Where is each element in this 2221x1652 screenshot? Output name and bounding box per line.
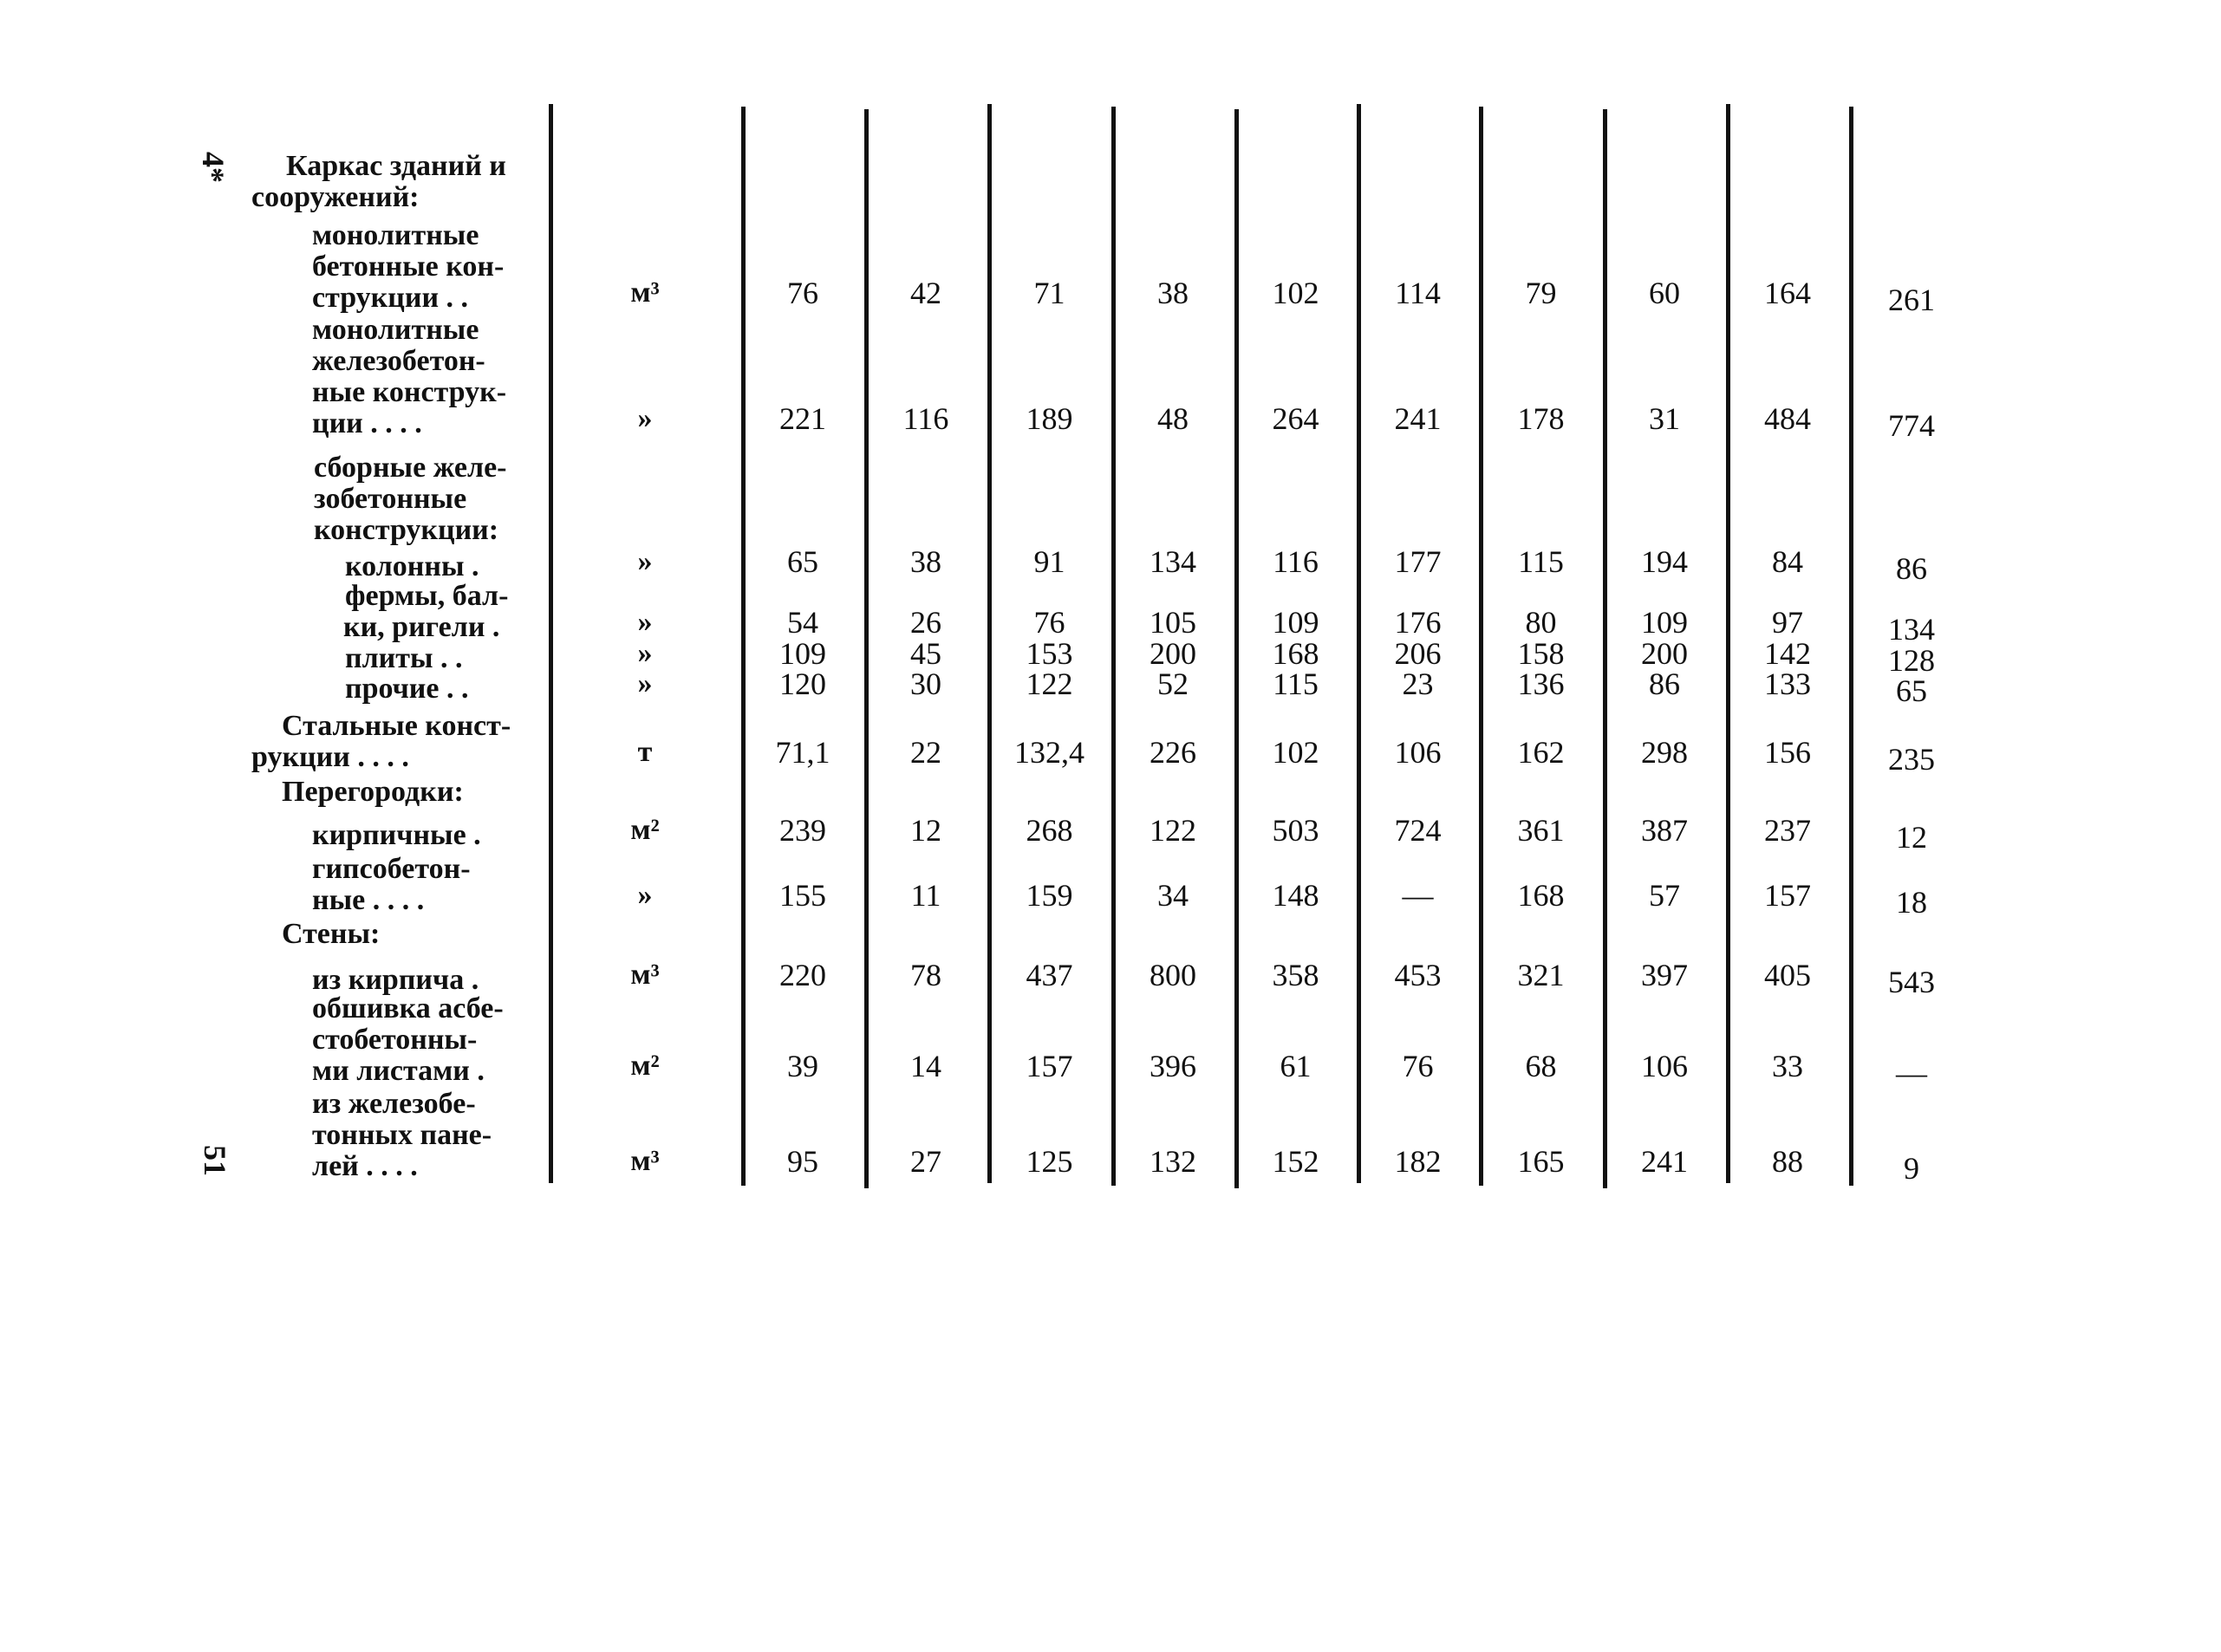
table-cell: 116 — [1273, 544, 1319, 579]
table-cell: 45 — [910, 636, 941, 671]
column-rule — [549, 104, 553, 1183]
row-label: Стены: — [282, 918, 381, 950]
row-unit: м³ — [630, 1145, 660, 1177]
row-label: монолитные — [312, 219, 479, 251]
table-cell: 120 — [779, 667, 826, 701]
table-cell: 261 — [1888, 283, 1935, 317]
table-cell: 26 — [910, 605, 941, 640]
row-unit: » — [637, 879, 653, 911]
column-rule — [1111, 107, 1116, 1186]
table-cell: 164 — [1764, 276, 1811, 310]
table-cell: 57 — [1649, 878, 1680, 913]
table-cell: 38 — [1157, 276, 1189, 310]
table-cell: 86 — [1896, 551, 1927, 586]
table-cell: 109 — [1272, 605, 1319, 640]
table-cell: 182 — [1394, 1144, 1442, 1179]
table-cell: 132,4 — [1014, 735, 1084, 770]
table-cell: 152 — [1272, 1144, 1319, 1179]
table-cell: 165 — [1517, 1144, 1565, 1179]
table-cell: 239 — [779, 813, 826, 848]
table-cell: 31 — [1649, 401, 1680, 436]
table-cell: 178 — [1517, 401, 1565, 436]
row-label: струкции . . — [312, 282, 469, 314]
table-cell: 54 — [787, 605, 818, 640]
table-cell: 91 — [1033, 544, 1065, 579]
table-cell: 397 — [1641, 958, 1688, 992]
table-cell: 78 — [910, 958, 941, 992]
table-cell: 9 — [1904, 1151, 1919, 1186]
column-rule — [864, 109, 869, 1188]
table-cell: 97 — [1772, 605, 1803, 640]
table-cell: 142 — [1764, 636, 1811, 671]
table-cell: 200 — [1641, 636, 1688, 671]
table-cell: 39 — [787, 1049, 818, 1083]
column-rule — [1726, 104, 1730, 1183]
row-label: из кирпича . — [312, 964, 479, 996]
table-cell: 168 — [1272, 636, 1319, 671]
row-label: бетонные кон- — [312, 250, 505, 283]
table-cell: 95 — [787, 1144, 818, 1179]
row-label: плиты . . — [345, 642, 463, 674]
row-label: сборные желе- — [314, 452, 507, 484]
table-cell: 23 — [1402, 667, 1434, 701]
table-cell: 724 — [1394, 813, 1442, 848]
column-rule — [1603, 109, 1607, 1188]
row-label: зобетонные — [314, 483, 467, 515]
row-label: лей . . . . — [312, 1150, 418, 1182]
column-rule — [1357, 104, 1361, 1183]
table-cell: 226 — [1150, 735, 1196, 770]
table-cell: 30 — [910, 667, 941, 701]
table-cell: 168 — [1517, 878, 1565, 913]
table-cell: 68 — [1525, 1049, 1557, 1083]
table-cell: 33 — [1772, 1049, 1803, 1083]
table-cell: 387 — [1641, 813, 1688, 848]
table-cell: 800 — [1150, 958, 1196, 992]
table-cell: 65 — [787, 544, 818, 579]
table-cell: 321 — [1517, 958, 1565, 992]
table-cell: 34 — [1157, 878, 1189, 913]
margin-note-top: 4* — [196, 152, 231, 183]
table-cell: 102 — [1272, 276, 1319, 310]
table-cell: 86 — [1649, 667, 1680, 701]
row-label: ные . . . . — [312, 884, 425, 916]
table-cell: 122 — [1026, 667, 1073, 701]
table-cell: 12 — [1896, 820, 1927, 855]
table-cell: 437 — [1026, 958, 1073, 992]
table-cell: 42 — [910, 276, 941, 310]
table-cell: 60 — [1649, 276, 1680, 310]
column-rule — [1849, 107, 1853, 1186]
row-label: фермы, бал- — [345, 580, 509, 612]
row-label: прочие . . — [345, 673, 469, 705]
table-cell: 109 — [1641, 605, 1688, 640]
table-cell: 298 — [1641, 735, 1688, 770]
table-cell: 189 — [1026, 401, 1073, 436]
table-cell: 268 — [1026, 813, 1073, 848]
table-cell: 132 — [1150, 1144, 1196, 1179]
table-cell: 109 — [779, 636, 826, 671]
row-unit: м³ — [630, 959, 660, 991]
table-cell: 134 — [1150, 544, 1196, 579]
row-unit: » — [637, 606, 653, 638]
table-cell: 237 — [1764, 813, 1811, 848]
page-number: 51 — [198, 1145, 232, 1176]
table-cell: 484 — [1764, 401, 1811, 436]
table-cell: 105 — [1150, 605, 1196, 640]
row-unit: м³ — [630, 276, 660, 309]
row-unit: » — [637, 402, 653, 434]
row-label: обшивка асбе- — [312, 992, 504, 1024]
row-label: кирпичные . — [312, 819, 481, 851]
row-label: конструкции: — [314, 514, 499, 546]
table-cell: 134 — [1888, 612, 1935, 647]
table-cell: 503 — [1272, 813, 1319, 848]
table-cell: — — [1896, 1056, 1927, 1090]
table-cell: 38 — [910, 544, 941, 579]
table-cell: 61 — [1280, 1049, 1312, 1083]
table-cell: 157 — [1026, 1049, 1073, 1083]
table-cell: 153 — [1026, 636, 1073, 671]
row-label: гипсобетон- — [312, 853, 471, 885]
table-cell: 177 — [1394, 544, 1442, 579]
table-cell: 396 — [1150, 1049, 1196, 1083]
table-cell: 206 — [1394, 636, 1442, 671]
table-cell: 221 — [779, 401, 826, 436]
table-cell: 148 — [1272, 878, 1319, 913]
table-cell: 453 — [1394, 958, 1442, 992]
row-unit: м² — [630, 814, 660, 846]
table-cell: 405 — [1764, 958, 1811, 992]
row-label: колонны . — [345, 550, 479, 582]
table-cell: 194 — [1641, 544, 1688, 579]
row-label: железобетон- — [312, 345, 485, 377]
row-label: Стальные конст- — [282, 710, 511, 742]
table-cell: 361 — [1517, 813, 1565, 848]
table-cell: 543 — [1888, 965, 1935, 999]
table-cell: 76 — [1033, 605, 1065, 640]
table-cell: 14 — [910, 1049, 941, 1083]
table-cell: 76 — [1402, 1049, 1434, 1083]
table-cell: 241 — [1641, 1144, 1688, 1179]
table-cell: 136 — [1517, 667, 1565, 701]
table-cell: 358 — [1272, 958, 1319, 992]
table-cell: 106 — [1394, 735, 1442, 770]
column-rule — [741, 107, 746, 1186]
row-label: стобетонны- — [312, 1024, 478, 1056]
table-cell: 102 — [1272, 735, 1319, 770]
table-cell: 88 — [1772, 1144, 1803, 1179]
table-cell: 264 — [1272, 401, 1319, 436]
row-unit: » — [637, 637, 653, 669]
table-cell: — — [1402, 878, 1434, 913]
table-cell: 200 — [1150, 636, 1196, 671]
table-cell: 27 — [910, 1144, 941, 1179]
table-cell: 159 — [1026, 878, 1073, 913]
table-cell: 48 — [1157, 401, 1189, 436]
table-cell: 18 — [1896, 885, 1927, 920]
table-cell: 128 — [1888, 643, 1935, 678]
table-cell: 12 — [910, 813, 941, 848]
table-cell: 114 — [1395, 276, 1441, 310]
row-label: монолитные — [312, 314, 479, 346]
row-label: из железобе- — [312, 1088, 476, 1120]
row-label: Каркас зданий и — [286, 150, 506, 182]
row-label: тонных пане- — [312, 1119, 492, 1151]
column-rule — [1234, 109, 1239, 1188]
row-label: ки, ригели . — [343, 611, 500, 643]
table-cell: 157 — [1764, 878, 1811, 913]
table-cell: 79 — [1525, 276, 1557, 310]
table-cell: 241 — [1394, 401, 1442, 436]
row-unit: » — [637, 545, 653, 577]
row-unit: » — [637, 667, 653, 699]
table-cell: 133 — [1764, 667, 1811, 701]
table-cell: 65 — [1896, 673, 1927, 708]
row-label: ные конструк- — [312, 376, 507, 408]
table-cell: 115 — [1518, 544, 1564, 579]
table-cell: 106 — [1641, 1049, 1688, 1083]
table-cell: 235 — [1888, 742, 1935, 777]
table-cell: 155 — [779, 878, 826, 913]
table-cell: 122 — [1150, 813, 1196, 848]
table-cell: 71 — [1033, 276, 1065, 310]
row-label: ции . . . . — [312, 407, 422, 439]
table-cell: 11 — [910, 878, 941, 913]
table-cell: 115 — [1273, 667, 1319, 701]
table-cell: 22 — [910, 735, 941, 770]
table-cell: 52 — [1157, 667, 1189, 701]
table-cell: 220 — [779, 958, 826, 992]
column-rule — [1479, 107, 1483, 1186]
row-label: сооружений: — [251, 181, 420, 213]
table-cell: 774 — [1888, 408, 1935, 443]
table-cell: 76 — [787, 276, 818, 310]
table-cell: 125 — [1026, 1144, 1073, 1179]
table-cell: 162 — [1517, 735, 1565, 770]
table-cell: 84 — [1772, 544, 1803, 579]
row-label: рукции . . . . — [251, 741, 409, 773]
row-unit: т — [637, 736, 653, 768]
table-cell: 176 — [1394, 605, 1442, 640]
table-cell: 71,1 — [775, 735, 830, 770]
table-cell: 80 — [1525, 605, 1557, 640]
column-rule — [987, 104, 992, 1183]
row-unit: м² — [630, 1050, 660, 1082]
table-cell: 156 — [1764, 735, 1811, 770]
table-cell: 158 — [1517, 636, 1565, 671]
row-label: Перегородки: — [282, 776, 464, 808]
table-cell: 116 — [902, 401, 949, 436]
row-label: ми листами . — [312, 1055, 485, 1087]
